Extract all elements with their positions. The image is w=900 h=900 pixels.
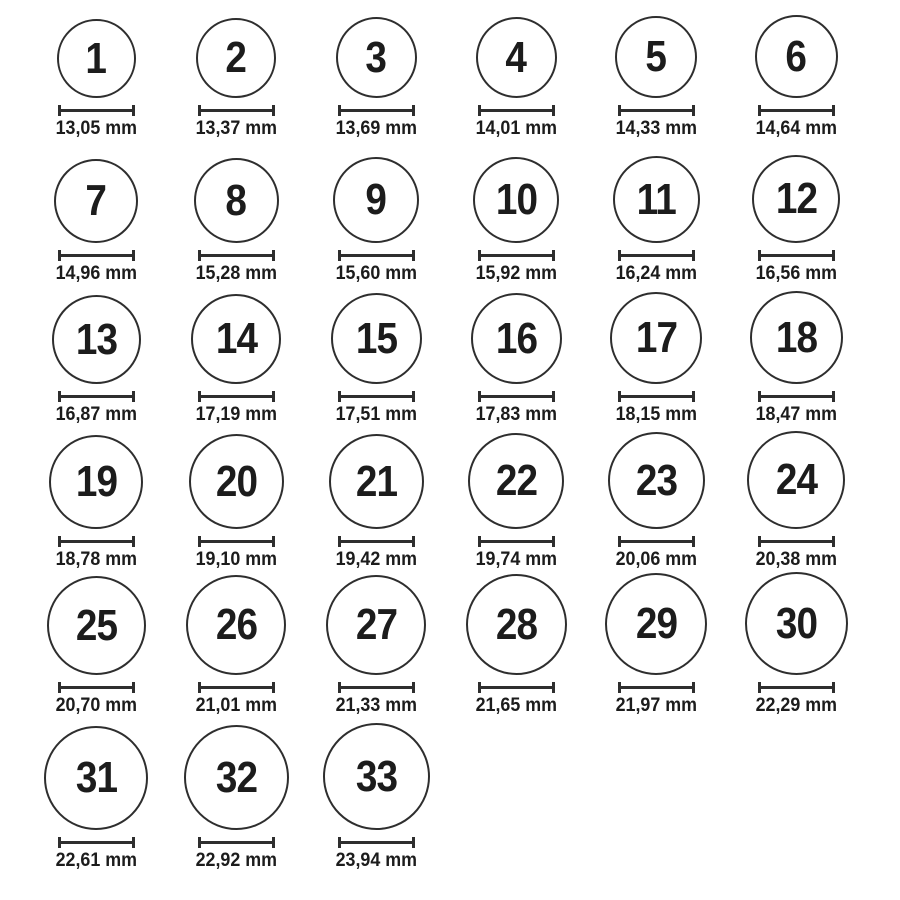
measure-bar <box>341 841 412 844</box>
ring-size-number: 9 <box>365 175 387 224</box>
measure-bar <box>761 254 832 257</box>
measure-bar <box>621 109 692 112</box>
measure-bar <box>61 540 132 543</box>
measure-right-tick <box>692 105 695 116</box>
diameter-label: 13,69 mm <box>335 118 417 139</box>
measure-bar <box>201 686 272 689</box>
measure-bar <box>341 254 412 257</box>
diameter-label: 21,01 mm <box>195 695 277 716</box>
diameter-label: 18,78 mm <box>55 549 137 570</box>
measure-right-tick <box>132 391 135 402</box>
diameter-measure-line <box>758 536 835 547</box>
diameter-measure-line <box>618 682 695 693</box>
diameter-measure-line <box>618 536 695 547</box>
measure-right-tick <box>132 837 135 848</box>
measure-bar <box>341 540 412 543</box>
ring-size-cell <box>166 158 306 290</box>
ring-size-number: 21 <box>355 456 397 506</box>
ring-size-cell <box>586 292 726 431</box>
ring-circle <box>54 159 138 243</box>
ring-circle <box>747 431 845 529</box>
diameter-label: 22,92 mm <box>195 850 277 871</box>
ring-size-number: 31 <box>75 753 117 802</box>
ring-circle <box>184 725 289 830</box>
diameter-measure-line <box>758 250 835 261</box>
chart-row <box>26 722 900 900</box>
ring-size-cell <box>446 574 586 722</box>
ring-size-cell <box>166 725 306 900</box>
ring-circle <box>194 158 279 243</box>
diameter-label: 20,38 mm <box>755 549 837 570</box>
diameter-label: 22,61 mm <box>55 850 137 871</box>
measure-bar <box>621 254 692 257</box>
measure-right-tick <box>272 391 275 402</box>
measure-bar <box>61 841 132 844</box>
measure-bar <box>621 395 692 398</box>
measure-bar <box>61 254 132 257</box>
ring-size-cell <box>446 293 586 431</box>
diameter-measure-line <box>478 536 555 547</box>
ring-size-cell <box>166 294 306 431</box>
diameter-label: 17,51 mm <box>335 404 417 425</box>
ring-size-cell <box>26 19 166 145</box>
diameter-measure-line <box>758 105 835 116</box>
measure-bar <box>341 686 412 689</box>
ring-circle <box>44 726 148 830</box>
ring-size-cell <box>586 573 726 722</box>
ring-size-number: 26 <box>215 600 257 649</box>
measure-bar <box>761 109 832 112</box>
measure-right-tick <box>412 536 415 547</box>
measure-right-tick <box>832 105 835 116</box>
measure-right-tick <box>552 682 555 693</box>
diameter-measure-line <box>58 105 135 116</box>
ring-size-number: 12 <box>775 174 817 223</box>
ring-size-number: 8 <box>225 175 247 225</box>
measure-bar <box>481 254 552 257</box>
ring-circle <box>49 435 143 529</box>
measure-bar <box>621 686 692 689</box>
chart-row <box>26 431 900 576</box>
diameter-label: 22,29 mm <box>755 695 837 716</box>
diameter-label: 18,47 mm <box>755 404 837 425</box>
ring-circle <box>196 18 276 98</box>
ring-circle <box>473 157 559 243</box>
diameter-label: 21,65 mm <box>475 695 557 716</box>
measure-bar <box>761 395 832 398</box>
diameter-label: 14,01 mm <box>475 118 557 139</box>
measure-bar <box>61 109 132 112</box>
ring-size-number: 32 <box>215 752 257 802</box>
measure-bar <box>201 395 272 398</box>
diameter-measure-line <box>478 250 555 261</box>
ring-circle <box>323 723 430 830</box>
ring-size-cell <box>726 15 866 145</box>
ring-size-number: 24 <box>775 455 817 504</box>
diameter-label: 16,56 mm <box>755 263 837 284</box>
ring-size-cell <box>306 293 446 431</box>
measure-right-tick <box>272 105 275 116</box>
ring-size-number: 22 <box>495 456 537 505</box>
measure-right-tick <box>692 536 695 547</box>
diameter-measure-line <box>618 105 695 116</box>
measure-right-tick <box>132 536 135 547</box>
diameter-measure-line <box>478 105 555 116</box>
diameter-measure-line <box>478 391 555 402</box>
diameter-measure-line <box>58 682 135 693</box>
ring-size-number: 16 <box>495 313 537 363</box>
ring-circle <box>186 575 286 675</box>
diameter-measure-line <box>58 391 135 402</box>
measure-right-tick <box>132 682 135 693</box>
diameter-measure-line <box>758 682 835 693</box>
ring-circle <box>333 157 419 243</box>
ring-size-number: 30 <box>775 598 817 648</box>
ring-size-cell <box>726 572 866 722</box>
ring-circle <box>605 573 707 675</box>
measure-bar <box>341 395 412 398</box>
measure-bar <box>621 540 692 543</box>
ring-size-number: 13 <box>75 314 117 364</box>
diameter-label: 19,74 mm <box>475 549 557 570</box>
diameter-label: 18,15 mm <box>615 404 697 425</box>
ring-size-number: 6 <box>785 31 807 81</box>
ring-size-number: 20 <box>215 456 257 506</box>
ring-circle <box>608 432 705 529</box>
ring-size-number: 14 <box>215 314 257 363</box>
ring-size-number: 10 <box>495 175 537 224</box>
measure-right-tick <box>412 837 415 848</box>
ring-circle <box>468 433 564 529</box>
measure-bar <box>61 395 132 398</box>
ring-size-number: 1 <box>85 33 107 83</box>
diameter-measure-line <box>338 105 415 116</box>
diameter-measure-line <box>198 105 275 116</box>
diameter-label: 16,87 mm <box>55 404 137 425</box>
diameter-measure-line <box>198 536 275 547</box>
diameter-label: 20,70 mm <box>55 695 137 716</box>
ring-circle <box>745 572 848 675</box>
ring-circle <box>476 17 557 98</box>
diameter-label: 21,33 mm <box>335 695 417 716</box>
measure-right-tick <box>272 682 275 693</box>
diameter-label: 20,06 mm <box>615 549 697 570</box>
measure-right-tick <box>132 250 135 261</box>
ring-size-cell <box>586 432 726 576</box>
ring-size-cell <box>26 159 166 290</box>
chart-row <box>26 145 900 290</box>
diameter-measure-line <box>58 837 135 848</box>
measure-bar <box>201 109 272 112</box>
measure-right-tick <box>832 536 835 547</box>
measure-right-tick <box>272 250 275 261</box>
measure-right-tick <box>412 105 415 116</box>
ring-size-cell <box>446 157 586 290</box>
ring-size-cell <box>26 576 166 722</box>
ring-circle <box>52 295 141 384</box>
diameter-measure-line <box>198 682 275 693</box>
ring-size-number: 2 <box>225 33 247 82</box>
ring-circle <box>336 17 417 98</box>
ring-size-cell <box>306 723 446 900</box>
ring-size-number: 33 <box>355 751 397 801</box>
measure-bar <box>341 109 412 112</box>
ring-circle <box>613 156 700 243</box>
ring-size-number: 15 <box>355 313 397 363</box>
ring-size-cell <box>586 16 726 145</box>
diameter-measure-line <box>58 250 135 261</box>
measure-bar <box>201 841 272 844</box>
measure-bar <box>481 395 552 398</box>
measure-right-tick <box>412 682 415 693</box>
ring-size-cell <box>446 17 586 145</box>
ring-circle <box>191 294 281 384</box>
ring-size-cell <box>306 575 446 722</box>
ring-circle <box>189 434 284 529</box>
diameter-label: 23,94 mm <box>335 850 417 871</box>
ring-size-cell <box>166 18 306 145</box>
measure-right-tick <box>272 837 275 848</box>
measure-right-tick <box>692 250 695 261</box>
measure-right-tick <box>412 391 415 402</box>
measure-bar <box>481 540 552 543</box>
ring-size-cell <box>166 575 306 722</box>
ring-size-number: 11 <box>636 174 676 224</box>
ring-size-cell <box>26 435 166 576</box>
diameter-measure-line <box>478 682 555 693</box>
ring-size-number: 23 <box>635 455 677 505</box>
ring-size-cell <box>306 17 446 145</box>
diameter-measure-line <box>758 391 835 402</box>
measure-right-tick <box>552 105 555 116</box>
ring-size-number: 17 <box>635 313 677 362</box>
measure-right-tick <box>692 682 695 693</box>
diameter-label: 15,28 mm <box>195 263 277 284</box>
measure-right-tick <box>132 105 135 116</box>
diameter-label: 21,97 mm <box>615 695 697 716</box>
diameter-measure-line <box>338 536 415 547</box>
ring-circle <box>326 575 426 675</box>
measure-right-tick <box>832 250 835 261</box>
ring-size-number: 25 <box>75 600 117 650</box>
diameter-label: 14,96 mm <box>55 263 137 284</box>
diameter-label: 14,33 mm <box>615 118 697 139</box>
ring-size-number: 18 <box>775 312 817 362</box>
ring-size-cell <box>306 157 446 290</box>
diameter-measure-line <box>198 391 275 402</box>
diameter-label: 15,60 mm <box>335 263 417 284</box>
measure-bar <box>481 109 552 112</box>
ring-size-number: 19 <box>75 457 117 506</box>
ring-size-cell <box>726 431 866 576</box>
ring-circle <box>610 292 702 384</box>
ring-circle <box>752 155 840 243</box>
diameter-label: 19,42 mm <box>335 549 417 570</box>
measure-right-tick <box>552 250 555 261</box>
measure-bar <box>761 686 832 689</box>
diameter-label: 14,64 mm <box>755 118 837 139</box>
diameter-measure-line <box>618 391 695 402</box>
measure-bar <box>481 686 552 689</box>
diameter-measure-line <box>338 837 415 848</box>
diameter-label: 15,92 mm <box>475 263 557 284</box>
ring-size-number: 3 <box>365 32 387 82</box>
diameter-measure-line <box>198 837 275 848</box>
diameter-measure-line <box>198 250 275 261</box>
ring-circle <box>755 15 838 98</box>
ring-circle <box>331 293 422 384</box>
diameter-measure-line <box>338 250 415 261</box>
ring-size-cell <box>726 291 866 431</box>
chart-row <box>26 576 900 722</box>
chart-row <box>26 0 900 145</box>
measure-right-tick <box>832 391 835 402</box>
diameter-label: 17,19 mm <box>195 404 277 425</box>
diameter-label: 16,24 mm <box>615 263 697 284</box>
diameter-measure-line <box>338 391 415 402</box>
ring-size-cell <box>26 295 166 431</box>
ring-circle <box>466 574 567 675</box>
measure-bar <box>201 540 272 543</box>
ring-size-cell <box>586 156 726 290</box>
diameter-label: 13,37 mm <box>195 118 277 139</box>
measure-right-tick <box>832 682 835 693</box>
ring-size-number: 7 <box>85 176 107 225</box>
measure-right-tick <box>272 536 275 547</box>
ring-circle <box>471 293 562 384</box>
ring-size-cell <box>726 155 866 290</box>
chart-row <box>26 290 900 431</box>
diameter-measure-line <box>338 682 415 693</box>
ring-size-number: 28 <box>495 599 537 649</box>
measure-bar <box>61 686 132 689</box>
measure-bar <box>201 254 272 257</box>
ring-circle <box>750 291 843 384</box>
ring-circle <box>57 19 136 98</box>
ring-circle <box>47 576 146 675</box>
measure-right-tick <box>412 250 415 261</box>
measure-right-tick <box>552 536 555 547</box>
ring-size-number: 27 <box>355 600 397 649</box>
ring-circle <box>329 434 424 529</box>
diameter-measure-line <box>618 250 695 261</box>
measure-bar <box>761 540 832 543</box>
ring-size-cell <box>26 726 166 900</box>
ring-size-cell <box>446 433 586 576</box>
ring-circle <box>615 16 697 98</box>
ring-size-cell <box>306 434 446 576</box>
diameter-label: 17,83 mm <box>475 404 557 425</box>
ring-size-cell <box>166 434 306 576</box>
measure-right-tick <box>692 391 695 402</box>
ring-size-number: 4 <box>505 32 527 82</box>
diameter-label: 13,05 mm <box>55 118 137 139</box>
diameter-measure-line <box>58 536 135 547</box>
diameter-label: 19,10 mm <box>195 549 277 570</box>
measure-right-tick <box>552 391 555 402</box>
ring-size-number: 29 <box>635 599 677 648</box>
ring-size-number: 5 <box>645 32 667 81</box>
